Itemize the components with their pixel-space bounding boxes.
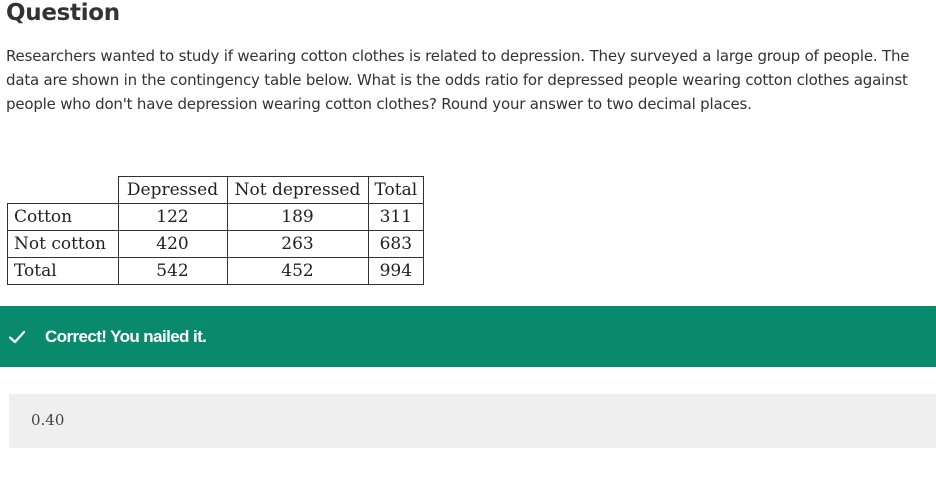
table-corner-cell	[8, 177, 119, 204]
contingency-table	[7, 176, 424, 285]
table-cell: 263	[227, 231, 368, 258]
table-row	[8, 204, 424, 231]
column-header-depressed: Depressed	[118, 177, 227, 204]
answer-box	[9, 394, 936, 448]
table-header-row	[8, 177, 424, 204]
table-row	[8, 258, 424, 285]
table-row	[8, 231, 424, 258]
table-cell: 452	[227, 258, 368, 285]
table-cell: 311	[368, 204, 424, 231]
column-header-total: Total	[368, 177, 424, 204]
page-title: Question	[6, 0, 120, 26]
feedback-message: Correct! You nailed it.	[45, 326, 207, 346]
table-cell: 420	[118, 231, 227, 258]
table-cell: 122	[118, 204, 227, 231]
contingency-table-container	[7, 176, 424, 285]
row-label-not-cotton: Not cotton	[8, 231, 119, 258]
row-label-cotton: Cotton	[8, 204, 119, 231]
table-cell: 994	[368, 258, 424, 285]
check-icon	[8, 328, 26, 346]
answer-value: 0.40	[31, 411, 65, 429]
table-cell: 189	[227, 204, 368, 231]
row-label-total: Total	[8, 258, 119, 285]
feedback-banner	[0, 306, 936, 367]
table-cell: 542	[118, 258, 227, 285]
column-header-not-depressed: Not depressed	[227, 177, 368, 204]
table-cell: 683	[368, 231, 424, 258]
question-text: Researchers wanted to study if wearing cotton clothes is related to depression. They surveyed a large group of people. The data are shown in the contingency table below. What is the odds ratio for depressed people wearing cotton clothes against people who don't have depression wearing cotton clothes? Round your answer to two decimal places.	[6, 47, 910, 113]
